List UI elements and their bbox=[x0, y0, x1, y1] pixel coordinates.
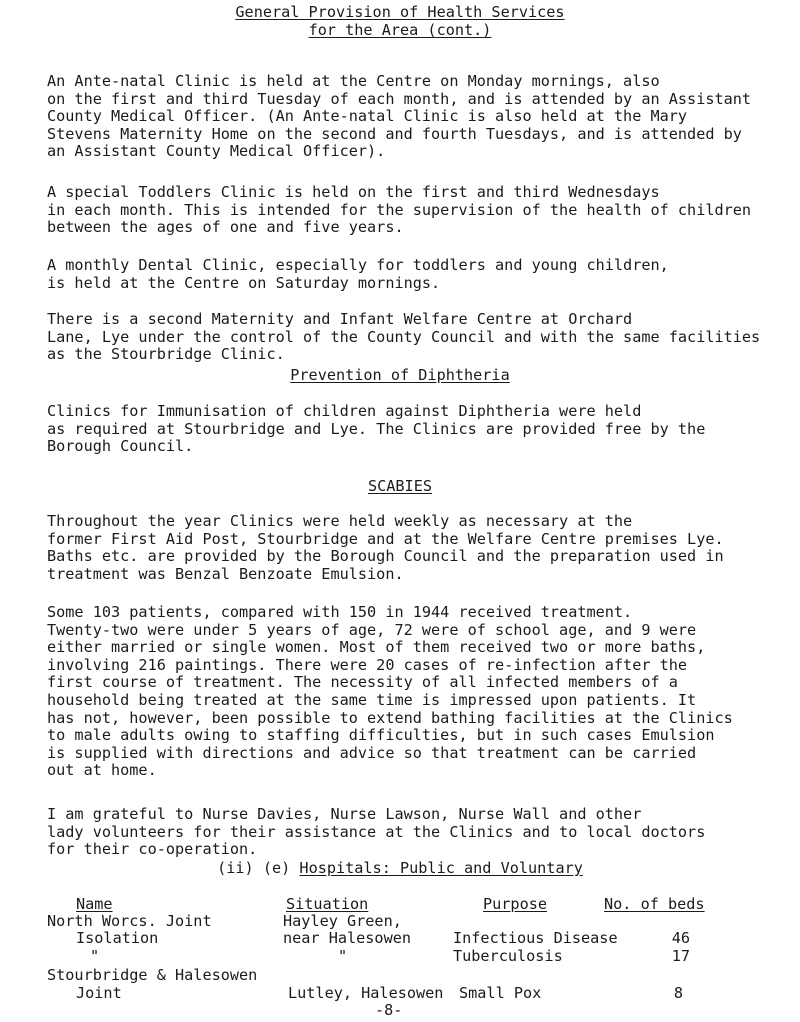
hospitals-heading: (ii) (e) Hospitals: Public and Voluntary bbox=[217, 859, 583, 877]
page-number: -8- bbox=[375, 1001, 403, 1019]
hospital-purpose: Tuberculosis bbox=[453, 947, 563, 965]
hospital-situation-cont: near Halesowen bbox=[283, 929, 412, 947]
hospital-situation-ditto: " bbox=[338, 947, 348, 965]
scabies-paragraph-2: Some 103 patients, compared with 150 in 1944 received treatment. Twenty-two were under 5 years of age, 72 were of school age, and 9 were either married or single women. Most of them received two or more baths, involving 216 paintings. There were 20 cases of re-infection after the first course of treatment. The necessity of all infected members of a household being treated at the same time is impressed upon patients. It has not, however, been possible to extend bathing facilities at the Clinics to male adults owing to staffing difficulties, but in such cases Emulsion is supplied with directions and advice so that treatment can be carried out at home. bbox=[47, 603, 733, 780]
diphtheria-heading: Prevention of Diphtheria bbox=[290, 366, 510, 384]
hospital-purpose: Infectious Disease bbox=[453, 929, 618, 947]
scabies-heading: SCABIES bbox=[367, 477, 432, 495]
toddlers-paragraph: A special Toddlers Clinic is held on the first and third Wednesdays in each month. This is intended for the supervision of the health of children between the ages of one and five years. bbox=[47, 183, 752, 237]
column-header-beds: No. of beds bbox=[604, 895, 705, 913]
hospital-name: Stourbridge & Halesowen bbox=[47, 966, 258, 984]
hospital-beds: 17 bbox=[671, 947, 690, 965]
maternity-lye-paragraph: There is a second Maternity and Infant Welfare Centre at Orchard Lane, Lye under the control of the County Council and with the same facilities as the Stourbridge Clinic. bbox=[47, 310, 761, 364]
hospital-name-ditto: " bbox=[90, 947, 100, 965]
diphtheria-paragraph: Clinics for Immunisation of children against Diphtheria were held as required at Stourbridge and Lye. The Clinics are provided free by the Borough Council. bbox=[47, 402, 706, 456]
hospital-name-cont: Joint bbox=[76, 984, 122, 1002]
thanks-paragraph: I am grateful to Nurse Davies, Nurse Lawson, Nurse Wall and other lady volunteers for their assistance at the Clinics and to local doctors for their co-operation. bbox=[47, 805, 706, 859]
column-header-name: Name bbox=[76, 895, 113, 913]
hospital-beds: 46 bbox=[671, 929, 690, 947]
page-subtitle: for the Area (cont.) bbox=[308, 21, 492, 39]
column-header-purpose: Purpose bbox=[483, 895, 548, 913]
hospital-purpose: Small Pox bbox=[459, 984, 542, 1002]
column-header-situation: Situation bbox=[286, 895, 369, 913]
scabies-paragraph-1: Throughout the year Clinics were held weekly as necessary at the former First Aid Post, Stourbridge and at the Welfare Centre premises Lye. Baths etc. are provided by the Borough Council and the preparation used in treatment was Benzal Benzoate Emulsion. bbox=[47, 512, 724, 583]
hospital-name: North Worcs. Joint bbox=[47, 912, 212, 930]
dental-paragraph: A monthly Dental Clinic, especially for toddlers and young children, is held at the Centre on Saturday mornings. bbox=[47, 256, 669, 292]
antenatal-paragraph: An Ante-natal Clinic is held at the Centre on Monday mornings, also on the first and third Tuesday of each month, and is attended by an Assistant County Medical Officer. (An Ante-natal Clinic is also held at the Mary Stevens Maternity Home on the second and fourth Tuesdays, and is attended by an Assistant County Medical Officer). bbox=[47, 72, 752, 161]
page-title: General Provision of Health Services bbox=[235, 3, 565, 21]
hospital-beds: 8 bbox=[673, 984, 683, 1002]
hospital-name-cont: Isolation bbox=[76, 929, 159, 947]
hospital-situation: Lutley, Halesowen bbox=[288, 984, 444, 1002]
hospital-situation: Hayley Green, bbox=[283, 912, 402, 930]
